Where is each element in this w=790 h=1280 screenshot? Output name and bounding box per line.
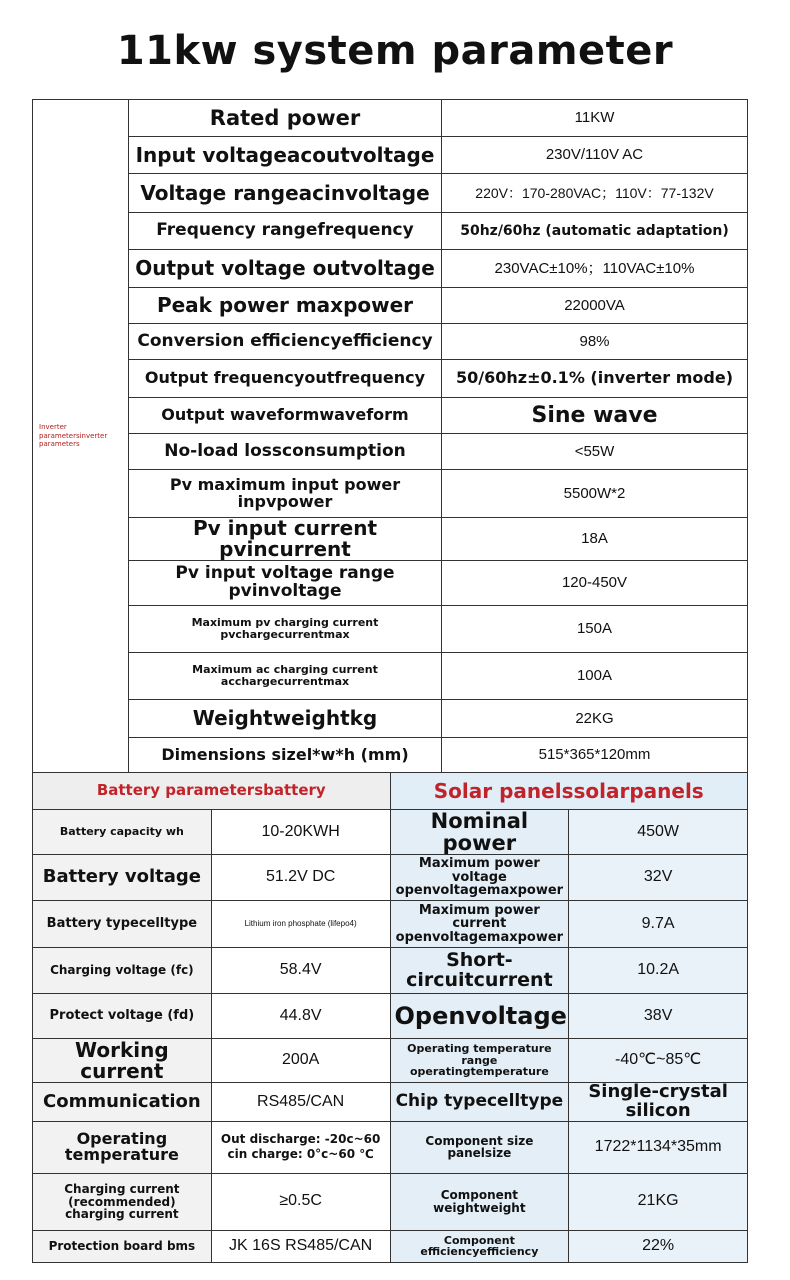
solar-param-label: Component size panelsize bbox=[390, 1121, 569, 1173]
inverter-parameters-table bbox=[32, 99, 748, 773]
solar-param-label: Nominal power bbox=[390, 810, 569, 855]
battery-param-label: Battery typecelltype bbox=[33, 901, 212, 948]
param-label: Pv input current pvincurrent bbox=[129, 518, 442, 561]
param-label: Pv maximum input power inpvpower bbox=[129, 470, 442, 518]
battery-param-value: JK 16S RS485/CAN bbox=[211, 1230, 390, 1262]
param-value: 22000VA bbox=[442, 288, 748, 324]
battery-param-label: Operating temperature bbox=[33, 1121, 212, 1173]
battery-param-label: Communication bbox=[33, 1083, 212, 1122]
param-label: Rated power bbox=[129, 100, 442, 137]
solar-param-label: Openvoltage bbox=[390, 994, 569, 1039]
battery-solar-table bbox=[32, 772, 748, 1263]
battery-param-label: Charging current (recommended) charging current bbox=[33, 1173, 212, 1230]
battery-param-value: 10-20KWH bbox=[211, 810, 390, 855]
battery-param-value: 51.2V DC bbox=[211, 855, 390, 901]
battery-param-value: 58.4V bbox=[211, 948, 390, 994]
solar-param-value: 10.2A bbox=[569, 948, 748, 994]
solar-param-label: Maximum power voltage openvoltagemaxpower bbox=[390, 855, 569, 901]
solar-param-label: Maximum power current openvoltagemaxpower bbox=[390, 901, 569, 948]
param-label: Conversion efficiencyefficiency bbox=[129, 324, 442, 360]
param-value: 220V：170-280VAC；110V：77-132V bbox=[442, 174, 748, 213]
param-label: Output frequencyoutfrequency bbox=[129, 360, 442, 398]
param-value: 5500W*2 bbox=[442, 470, 748, 518]
battery-param-label: Protect voltage (fd) bbox=[33, 994, 212, 1039]
param-label: Voltage rangeacinvoltage bbox=[129, 174, 442, 213]
param-label: Frequency rangefrequency bbox=[129, 213, 442, 250]
solar-param-value: 22% bbox=[569, 1230, 748, 1262]
solar-param-value: 32V bbox=[569, 855, 748, 901]
param-value: 50hz/60hz (automatic adaptation) bbox=[442, 213, 748, 250]
solar-param-label: Component efficiencyefficiency bbox=[390, 1230, 569, 1262]
param-label: Maximum pv charging current pvchargecurrentmax bbox=[129, 606, 442, 653]
solar-param-value: 1722*1134*35mm bbox=[569, 1121, 748, 1173]
solar-param-label: Operating temperature range operatingtemperature bbox=[390, 1039, 569, 1083]
param-value: <55W bbox=[442, 434, 748, 470]
solar-param-value: Single-crystal silicon bbox=[569, 1083, 748, 1122]
solar-header: Solar panelssolarpanels bbox=[390, 773, 748, 810]
battery-param-label: Battery capacity wh bbox=[33, 810, 212, 855]
param-value: 120-450V bbox=[442, 561, 748, 606]
battery-param-label: Battery voltage bbox=[33, 855, 212, 901]
param-value: 22KG bbox=[442, 700, 748, 738]
param-label: Dimensions sizel*w*h (mm) bbox=[129, 738, 442, 773]
battery-param-value: Out discharge: -20c~60 cin charge: 0°c~60 ℃ bbox=[211, 1121, 390, 1173]
battery-param-value: 44.8V bbox=[211, 994, 390, 1039]
param-label: Output waveformwaveform bbox=[129, 398, 442, 434]
solar-param-value: 38V bbox=[569, 994, 748, 1039]
battery-param-value: Lithium iron phosphate (lifepo4) bbox=[211, 901, 390, 948]
solar-param-label: Component weightweight bbox=[390, 1173, 569, 1230]
param-value: 11KW bbox=[442, 100, 748, 137]
param-value: 18A bbox=[442, 518, 748, 561]
param-value: 230V/110V AC bbox=[442, 137, 748, 174]
param-label: No-load lossconsumption bbox=[129, 434, 442, 470]
param-label: Peak power maxpower bbox=[129, 288, 442, 324]
battery-param-label: Protection board bms bbox=[33, 1230, 212, 1262]
param-value: 100A bbox=[442, 653, 748, 700]
param-label: Output voltage outvoltage bbox=[129, 250, 442, 288]
param-label: Input voltageacoutvoltage bbox=[129, 137, 442, 174]
inverter-section-label: Inverter parametersinverter parameters bbox=[33, 100, 129, 773]
solar-param-label: Short-circuitcurrent bbox=[390, 948, 569, 994]
battery-param-value: ≥0.5C bbox=[211, 1173, 390, 1230]
battery-param-value: RS485/CAN bbox=[211, 1083, 390, 1122]
param-value: Sine wave bbox=[442, 398, 748, 434]
battery-param-value: 200A bbox=[211, 1039, 390, 1083]
param-value: 230VAC±10%；110VAC±10% bbox=[442, 250, 748, 288]
page-title: 11kw system parameter bbox=[116, 28, 674, 74]
param-value: 515*365*120mm bbox=[442, 738, 748, 773]
battery-param-label: Charging voltage (fc) bbox=[33, 948, 212, 994]
solar-param-label: Chip typecelltype bbox=[390, 1083, 569, 1122]
param-label: Pv input voltage range pvinvoltage bbox=[129, 561, 442, 606]
solar-param-value: 9.7A bbox=[569, 901, 748, 948]
solar-param-value: 450W bbox=[569, 810, 748, 855]
solar-param-value: -40℃~85℃ bbox=[569, 1039, 748, 1083]
param-label: Weightweightkg bbox=[129, 700, 442, 738]
param-value: 50/60hz±0.1% (inverter mode) bbox=[442, 360, 748, 398]
battery-header: Battery parametersbattery bbox=[33, 773, 391, 810]
param-label: Maximum ac charging current acchargecurrentmax bbox=[129, 653, 442, 700]
solar-param-value: 21KG bbox=[569, 1173, 748, 1230]
param-value: 150A bbox=[442, 606, 748, 653]
battery-param-label: Working current bbox=[33, 1039, 212, 1083]
param-value: 98% bbox=[442, 324, 748, 360]
